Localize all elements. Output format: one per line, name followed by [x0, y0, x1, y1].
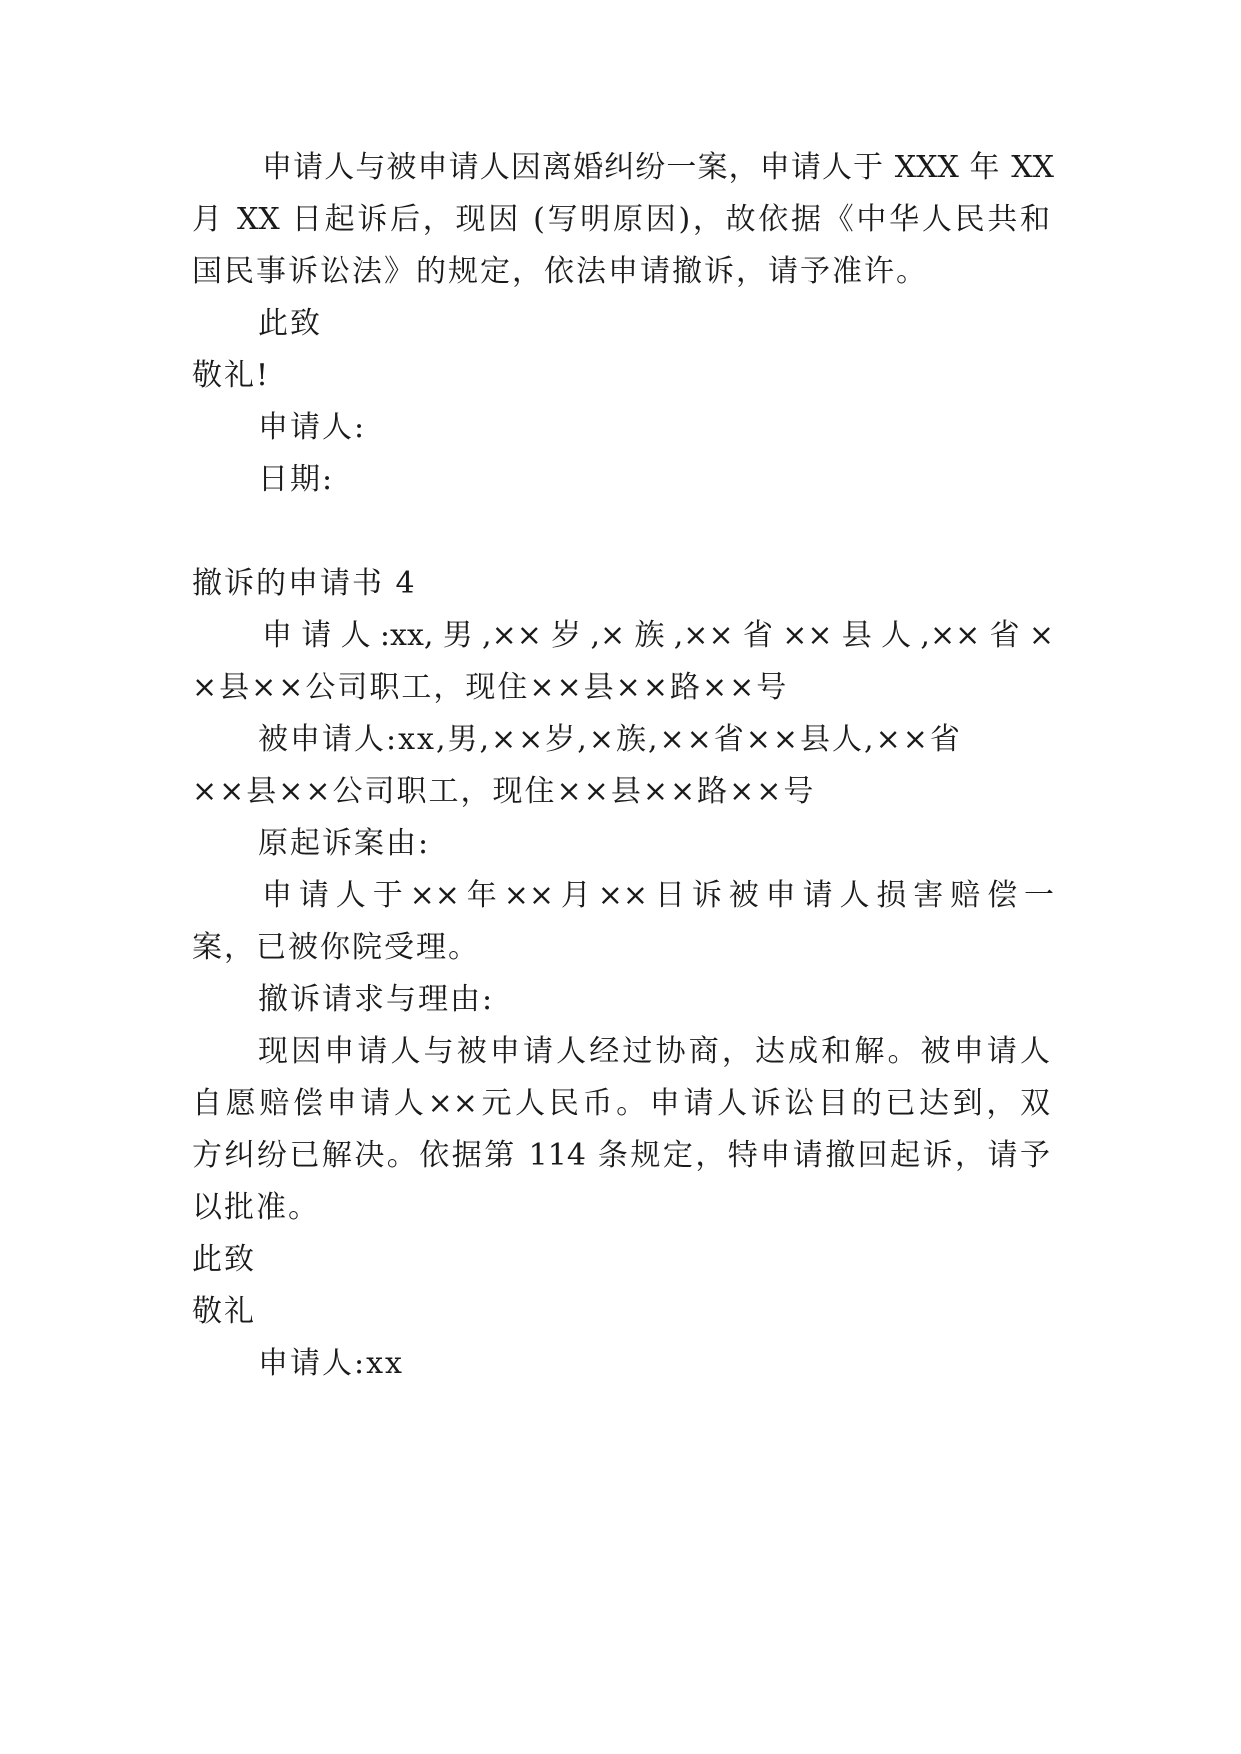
regards: 敬礼	[192, 1294, 256, 1329]
salutation: 此致	[192, 1242, 256, 1277]
respondent-info-line: 被申请人:xx,男,××岁,×族,××省××县人,××省	[258, 722, 962, 757]
request-label: 撤诉请求与理由:	[258, 982, 495, 1017]
request-line: 自愿赔偿申请人××元人民币。申请人诉讼目的已达到，双	[192, 1086, 1050, 1121]
request-line: 方纠纷已解决。依据第 114 条规定，特申请撤回起诉，请予	[192, 1138, 1050, 1173]
applicant-signature: 申请人:	[258, 410, 367, 445]
salutation: 此致	[258, 306, 322, 341]
request-line: 现因申请人与被申请人经过协商，达成和解。被申请人	[258, 1034, 1050, 1069]
paragraph-line: 国民事诉讼法》的规定，依法申请撤诉，请予准许。	[192, 254, 928, 289]
regards: 敬礼!	[192, 358, 271, 393]
respondent-info-line: ××县××公司职工，现住××县××路××号	[192, 774, 816, 809]
paragraph-line: 申请人与被申请人因离婚纠纷一案，申请人于 XXX 年 XX	[262, 150, 1054, 185]
applicant-signature: 申请人:xx	[258, 1346, 404, 1381]
applicant-info-line: 申请人:xx,男,××岁,×族,××省××县人,××省×	[262, 618, 1054, 653]
date-line: 日期:	[258, 462, 335, 497]
section-title: 撤诉的申请书 4	[192, 566, 417, 601]
original-cause-line: 案，已被你院受理。	[192, 930, 480, 965]
original-cause-label: 原起诉案由:	[258, 826, 431, 861]
original-cause-line: 申请人于××年××月××日诉被申请人损害赔偿一	[262, 878, 1054, 913]
request-line: 以批准。	[192, 1190, 320, 1225]
paragraph-line: 月 XX 日起诉后，现因 (写明原因)，故依据《中华人民共和	[192, 202, 1050, 237]
applicant-info-line: ×县××公司职工，现住××县××路××号	[192, 670, 789, 705]
